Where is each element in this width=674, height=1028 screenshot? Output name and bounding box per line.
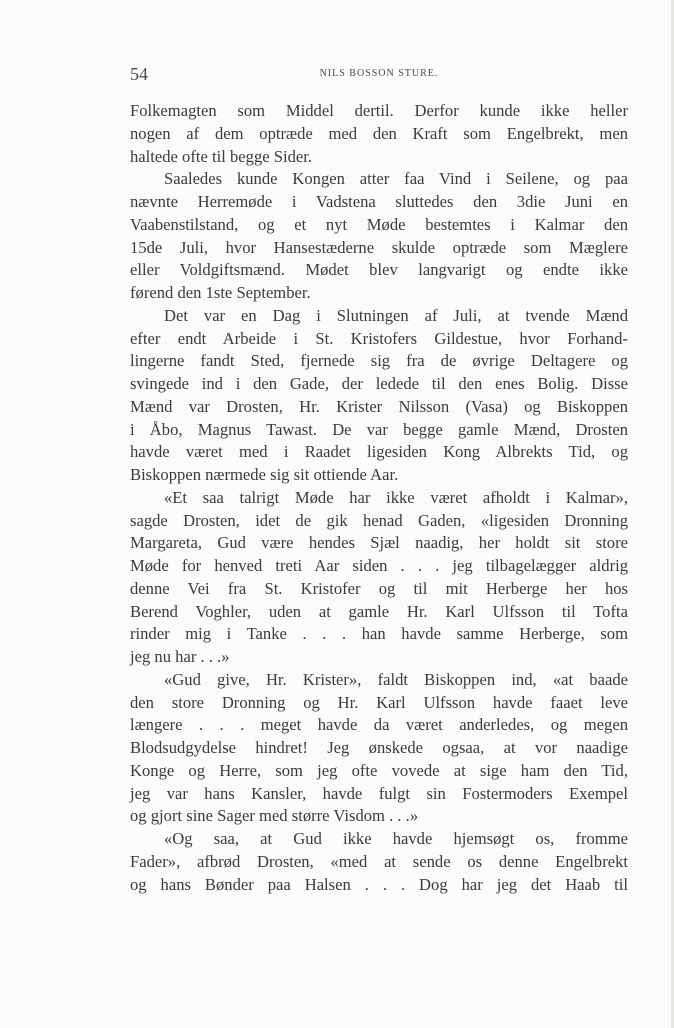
text-line: svingede ind i den Gade, der ledede til den enes Bolig. Disse — [130, 374, 628, 393]
text-line: længere . . . meget havde da været anderledes, og megen — [130, 715, 628, 735]
running-title: NILS BOSSON STURE. — [319, 68, 439, 79]
text-line: Folkemagten som Middel dertil. Derfor kunde ikke heller — [130, 101, 628, 120]
text-line: førend den 1ste September. — [130, 283, 311, 302]
text-line: sagde Drosten, idet de gik henad Gaden, «ligesiden Dronning — [130, 510, 628, 530]
paragraph — [130, 487, 628, 669]
text-line: jeg var hans Kansler, havde fulgt sin Fostermoders Exempel — [130, 783, 628, 803]
text-line: Fader», afbrød Drosten, «med at sende os denne Engelbrekt — [130, 851, 628, 871]
text-line: «Et saa talrigt Møde har ikke været afholdt i Kalmar», — [164, 487, 628, 507]
text-line: i Åbo, Magnus Tawast. De var begge gamle Mænd, Drosten — [130, 419, 628, 439]
text-line: Blodsudgydelse hindret! Jeg ønskede ogsaa, at vor naadige — [130, 738, 628, 757]
text-line: Det var en Dag i Slutningen af Juli, at tvende Mænd — [164, 305, 628, 325]
text-line: nogen af dem optræde med den Kraft som Engelbrekt, men — [130, 123, 628, 143]
text-line: Margareta, Gud være hendes Sjæl naadig, her holdt sit store — [130, 533, 628, 553]
text-line: og hans Bønder paa Halsen . . . Dog har jeg det Haab til — [130, 874, 628, 894]
paragraph — [130, 669, 628, 828]
body-text — [130, 100, 628, 896]
text-line: Vaabenstilstand, og et nyt Møde bestemtes i Kalmar den — [130, 214, 628, 234]
text-line: haltede ofte til begge Sider. — [130, 146, 313, 166]
text-line: «Gud give, Hr. Krister», faldt Biskoppen ind, «at baade — [164, 669, 628, 689]
paragraph — [130, 100, 628, 168]
text-line: lingerne fandt Sted, fjernede sig fra de øvrige Deltagere og — [130, 351, 628, 371]
text-line: jeg nu har . . .» — [130, 647, 230, 666]
text-line: «Og saa, at Gud ikke havde hjemsøgt os, fromme — [164, 829, 628, 848]
text-line: nævnte Herremøde i Vadstena sluttedes den 3die Juni en — [130, 192, 628, 211]
text-line: Biskoppen nærmede sig sit ottiende Aar. — [130, 465, 399, 484]
text-line: og gjort sine Sager med større Visdom . . .» — [130, 806, 419, 826]
text-line: Mænd var Drosten, Hr. Krister Nilsson (Vasa) og Biskoppen — [130, 396, 628, 416]
text-line: efter endt Arbeide i St. Kristofers Gildestue, hvor Forhand- — [130, 328, 628, 348]
page-header — [130, 64, 628, 86]
text-line: Møde for henved treti Aar siden . . . jeg tilbagelægger aldrig — [130, 556, 628, 575]
text-line: denne Vei fra St. Kristofer og til mit Herberge her hos — [130, 578, 628, 598]
text-line: 15de Juli, hvor Hansestæderne skulde optræde som Mæglere — [130, 237, 628, 257]
text-line: eller Voldgiftsmænd. Mødet blev langvarigt og endte ikke — [130, 260, 628, 280]
text-line: Saaledes kunde Kongen atter faa Vind i Seilene, og paa — [164, 169, 628, 189]
text-line: den store Dronning og Hr. Karl Ulfsson havde faaet leve — [130, 692, 628, 712]
text-line: rinder mig i Tanke . . . han havde samme Herberge, som — [130, 624, 628, 644]
text-line: havde været med i Raadet ligesiden Kong Albrekts Tid, og — [130, 442, 628, 462]
paragraph — [130, 305, 628, 487]
text-line: Konge og Herre, som jeg ofte vovede at sige ham den Tid, — [130, 760, 628, 780]
page-number: 54 — [130, 64, 148, 84]
paragraph — [130, 168, 628, 305]
paragraph — [130, 828, 628, 896]
text-line: Berend Voghler, uden at gamle Hr. Karl Ulfsson til Tofta — [130, 601, 628, 621]
